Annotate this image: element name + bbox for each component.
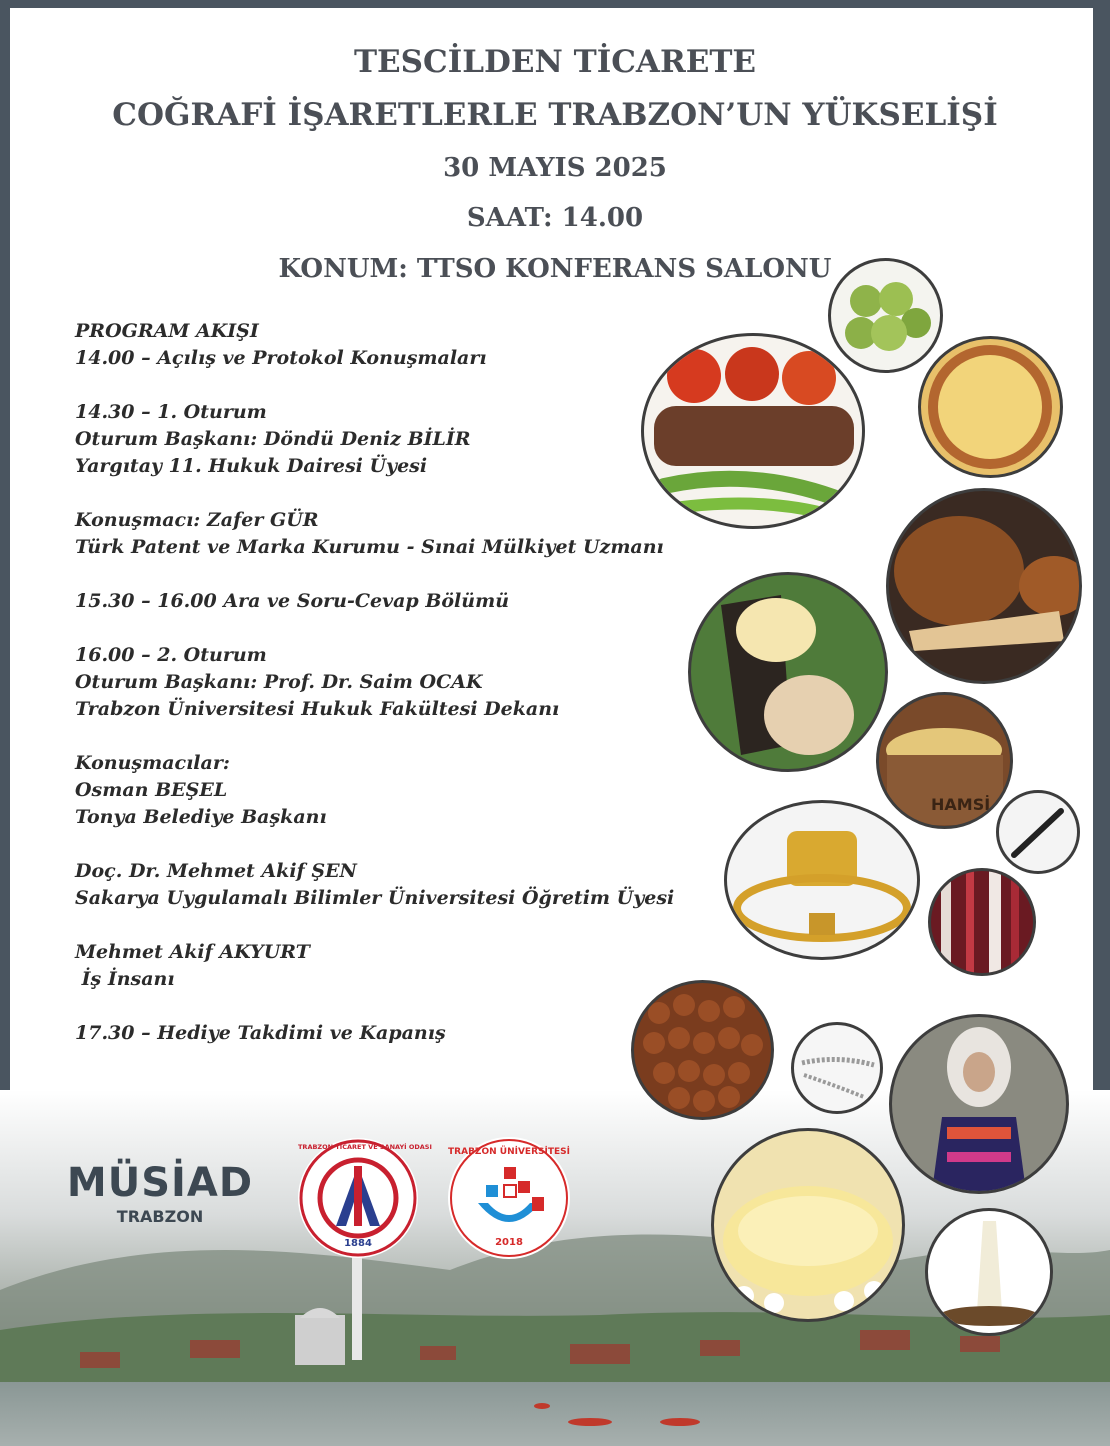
break-block [75,588,695,615]
speaker-3-title: İş İnsanı [75,968,175,990]
musiad-wordmark: MÜSİAD [66,1160,254,1206]
event-location: KONUM: TTSO KONFERANS SALONU [278,254,832,284]
knife-photo [996,790,1080,874]
apples-photo [828,258,943,373]
title-line-1: TESCİLDEN TİCARETE [353,44,757,80]
session-1-block [75,399,695,480]
session-2-chair-title: Trabzon Üniversitesi Hukuk Fakültesi Dekanı [75,698,560,720]
session-1-heading: 14.30 – 1. Oturum [75,401,267,423]
bread-photo [886,488,1082,684]
event-date: 30 MAYIS 2025 [443,153,667,183]
hamsi-jar-photo [876,692,1013,829]
butter-photo [711,1128,905,1322]
speaker-3-name: Mehmet Akif AKYURT [75,941,310,963]
session-2-speaker-2-block [75,858,695,912]
speakers-label: Konuşmacılar: [75,752,230,774]
kuymak-photo [925,1208,1053,1336]
hazelnut-photo [631,980,774,1120]
speaker-1-name: Osman BEŞEL [75,779,228,801]
textile-photo [928,868,1036,976]
ttso-year: 1884 [344,1238,372,1249]
session-1-speaker-title: Türk Patent ve Marka Kurumu - Sınai Mülkiyet Uzmanı [75,536,664,558]
program-intro-block [75,318,695,372]
event-time: SAAT: 14.00 [466,203,644,233]
kofte-photo [641,333,865,529]
jar-label: HAMSİ [931,795,991,814]
session-2-speaker-1-block [75,750,695,831]
session-1-speaker-block [75,507,695,561]
musiad-city: TRABZON [116,1207,204,1226]
title-line-2: COĞRAFİ İŞARETLERLE TRABZON’UN YÜKSELİŞİ [112,97,998,133]
ktu-year: 2018 [495,1237,523,1248]
gold-bracelet-photo [724,800,920,960]
closing-block [75,1020,695,1047]
ttso-logo [298,1138,432,1258]
trabzon-university-logo [448,1137,570,1259]
musiad-logo [60,1160,260,1230]
opening-item: 14.00 – Açılış ve Protokol Konuşmaları [75,347,487,369]
ttso-name: TRABZON TİCARET VE SANAYİ ODASI [298,1143,432,1151]
traditional-dress-photo [889,1014,1069,1194]
cheese-photo [688,572,888,772]
speaker-1-title: Tonya Belediye Başkanı [75,806,327,828]
session-1-speaker: Konuşmacı: Zafer GÜR [75,509,319,531]
closing-item: 17.30 – Hediye Takdimi ve Kapanış [75,1022,446,1044]
program-schedule [75,318,695,1074]
speaker-2-title: Sakarya Uygulamalı Bilimler Üniversitesi Öğretim Üyesi [75,887,675,909]
session-2-block [75,642,695,723]
session-2-speaker-3-block [75,939,695,993]
session-2-chair: Oturum Başkanı: Prof. Dr. Saim OCAK [75,671,483,693]
session-2-heading: 16.00 – 2. Oturum [75,644,267,666]
break-item: 15.30 – 16.00 Ara ve Soru-Cevap Bölümü [75,590,510,612]
ktu-name: TRABZON ÜNİVERSİTESİ [448,1147,570,1157]
session-1-chair: Oturum Başkanı: Döndü Deniz BİLİR [75,428,471,450]
silver-chain-photo [791,1022,883,1114]
program-title: PROGRAM AKIŞI [75,320,259,342]
session-1-chair-title: Yargıtay 11. Hukuk Dairesi Üyesi [75,455,428,477]
pide-photo [918,336,1063,478]
speaker-2-name: Doç. Dr. Mehmet Akif ŞEN [75,860,357,882]
